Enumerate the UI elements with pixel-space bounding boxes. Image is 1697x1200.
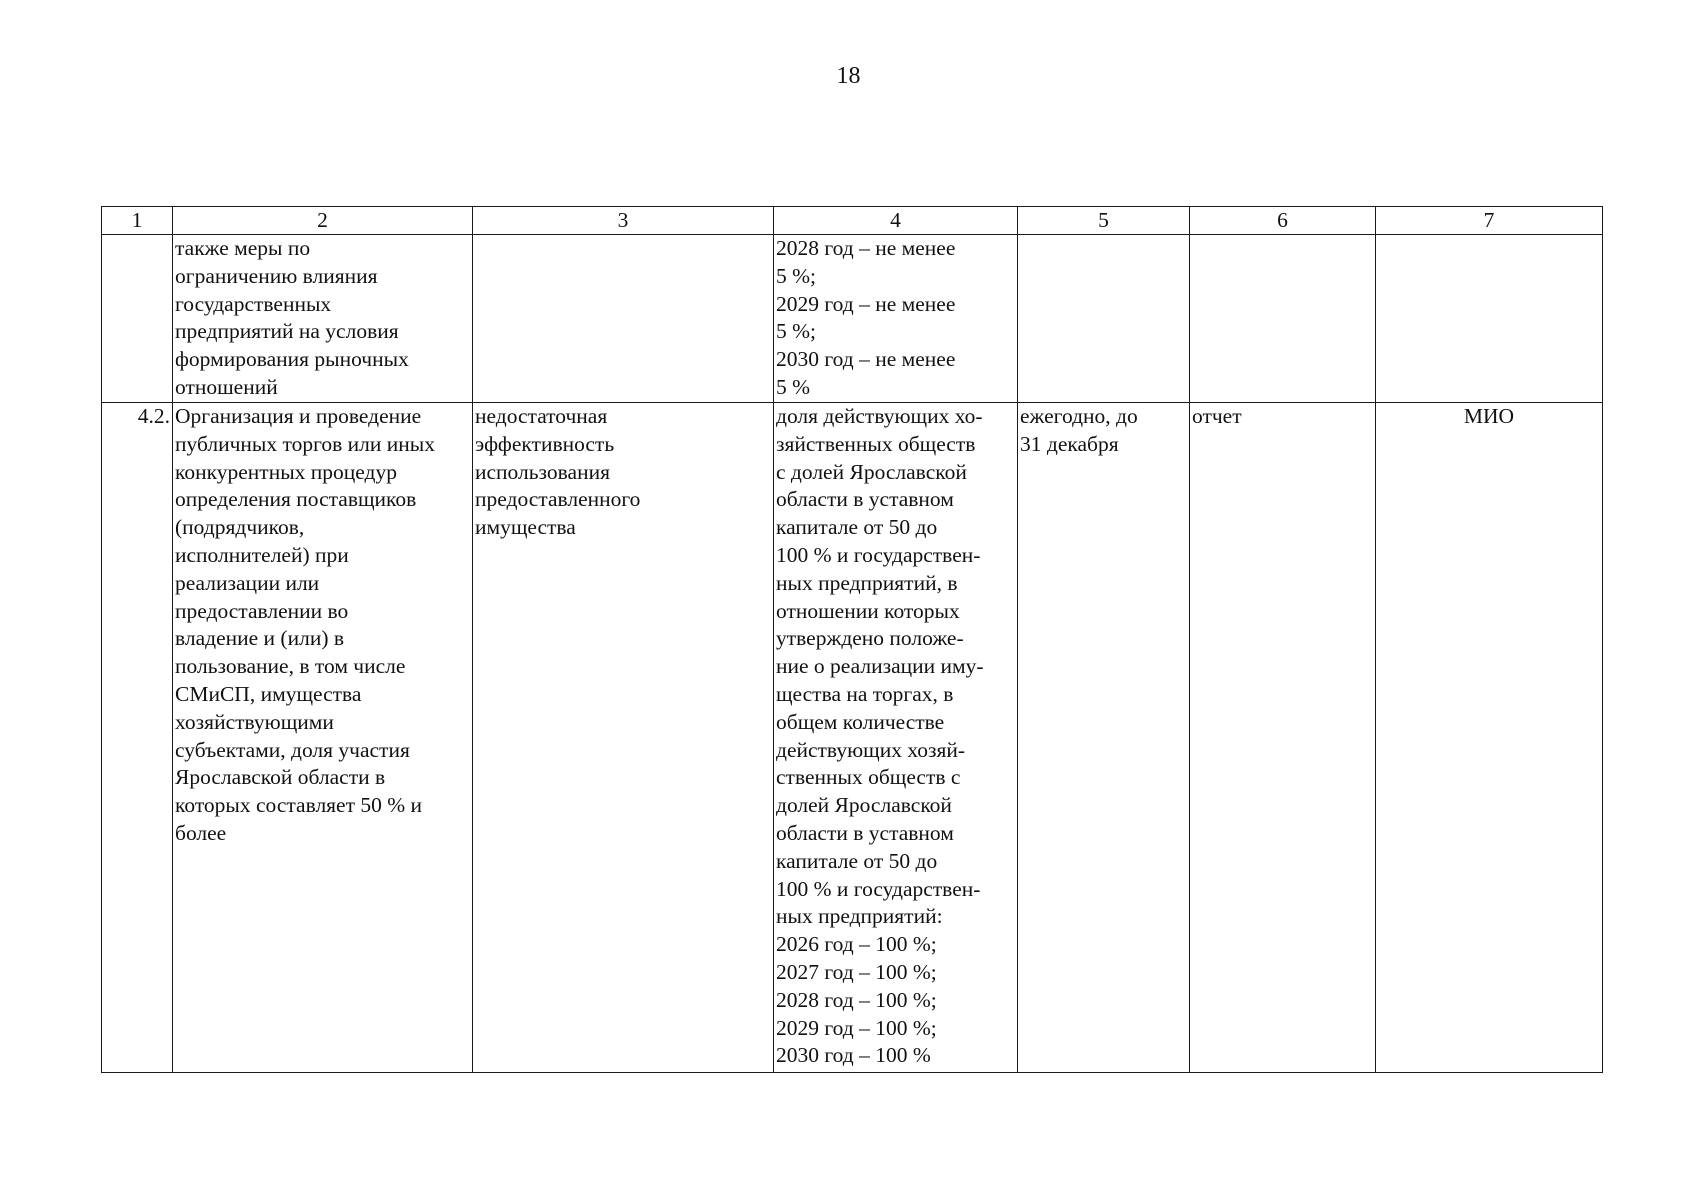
responsible-cell [1376,235,1603,403]
measures-table [101,206,1603,1073]
measure-name-cell: Организация и проведение публичных торгов или иных конкурентных процедур определения поставщиков (подрядчиков, исполнителей) при реализации или предоставлении во владение и (или) в пользование, в том числе СМиСП, имущества хозяйствующими субъектами, доля участия Ярославской области в которых составляет 50 % и более [173,403,473,1073]
header-cell-4: 4 [774,207,1018,235]
header-cell-3: 3 [473,207,774,235]
responsible-cell: МИО [1376,403,1603,1073]
deadline-cell: ежегодно, до 31 декабря [1018,403,1190,1073]
problem-cell [473,235,774,403]
row-number-cell: 4.2. [102,403,173,1073]
indicator-cell: доля действующих хо- зяйственных обществ с долей Ярославской области в уставном капитале от 50 до 100 % и государствен- ных предприятий, в отношении которых утверждено положе- ние о реализации иму- щества на торгах, в общем количестве действующих хозяй- ственных обществ с долей Ярославской области в уставном капитале от 50 до 100 % и государствен- ных предприятий: 2026 год – 100 %; 2027 год – 100 %; 2028 год – 100 %; 2029 год – 100 %; 2030 год – 100 % [774,403,1018,1073]
row-number-cell [102,235,173,403]
page-number: 18 [836,63,861,89]
header-cell-7: 7 [1376,207,1603,235]
header-cell-2: 2 [173,207,473,235]
indicator-cell: 2028 год – не менее 5 %; 2029 год – не менее 5 %; 2030 год – не менее 5 % [774,235,1018,403]
table-header-row [102,207,1603,235]
problem-cell: недостаточная эффективность использования предоставленного имущества [473,403,774,1073]
header-cell-6: 6 [1190,207,1376,235]
result-cell [1190,235,1376,403]
table-row [102,235,1603,403]
deadline-cell [1018,235,1190,403]
table-row [102,403,1603,1073]
header-cell-5: 5 [1018,207,1190,235]
measure-name-cell: также меры по ограничению влияния государственных предприятий на условия формирования рыночных отношений [173,235,473,403]
result-cell: отчет [1190,403,1376,1073]
header-cell-1: 1 [102,207,173,235]
